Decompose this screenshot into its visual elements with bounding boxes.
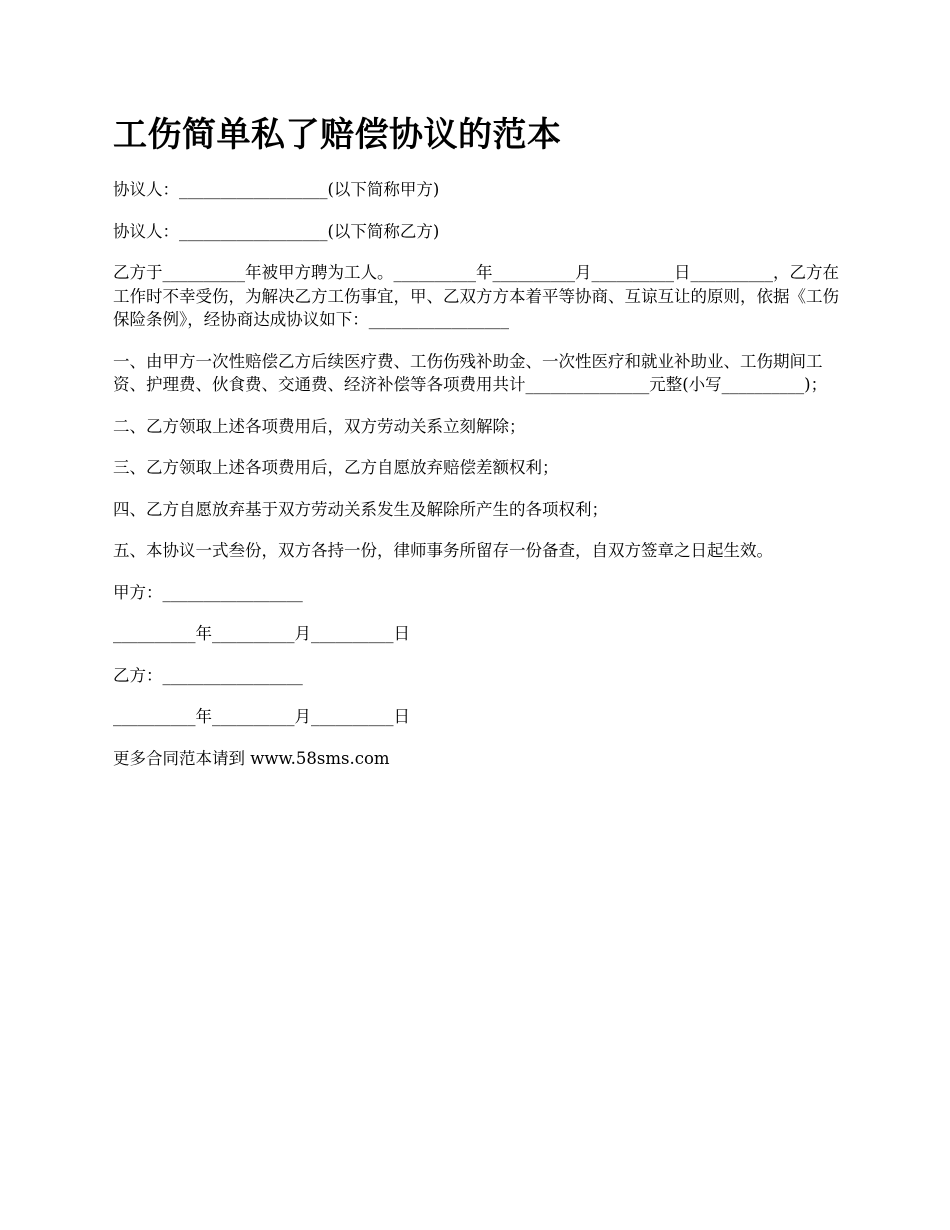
party-a-date: __________年__________月__________日 (113, 624, 410, 643)
clause-two: 二、乙方领取上述各项费用后，双方劳动关系立刻解除； (113, 416, 526, 436)
document-page (113, 110, 853, 788)
clause-three: 三、乙方领取上述各项费用后，乙方自愿放弃赔偿差额权利； (113, 458, 559, 477)
party-b-date: __________年__________月__________日 (113, 707, 410, 726)
clause-one: 一、由甲方一次性赔偿乙方后续医疗费、工伤伤残补助金、一次性医疗和就业补助业、工伤期间工资、护理费、伙食费、交通费、经济补偿等各项费用共计_______________元整(小写__________)； (113, 351, 828, 394)
clause-five: 五、本协议一式叁份，双方各持一份，律师事务所留存一份备查，自双方签章之日起生效。 (113, 541, 773, 560)
party-line-second: 协议人：__________________(以下简称乙方) (113, 221, 440, 241)
document-title: 工伤简单私了赔偿协议的范本 (113, 115, 562, 155)
intro-paragraph: 乙方于__________年被甲方聘为工人。__________年__________月__________日__________，乙方在工作时不幸受伤，为解决乙方工伤事宜，甲、乙双方方本着平等协商、互谅互让的原则，依据《工伤保险条例》，经协商达成协议如下：_________________ (113, 263, 839, 329)
clause-four: 四、乙方自愿放弃基于双方劳动关系发生及解除所产生的各项权利； (113, 499, 608, 519)
party-a-signature: 甲方：_________________ (113, 582, 303, 602)
footer-note: 更多合同范本请到 www.58sms.com (113, 748, 390, 768)
party-line-first: 协议人：__________________(以下简称甲方) (113, 180, 440, 199)
party-b-signature: 乙方：_________________ (113, 665, 303, 685)
